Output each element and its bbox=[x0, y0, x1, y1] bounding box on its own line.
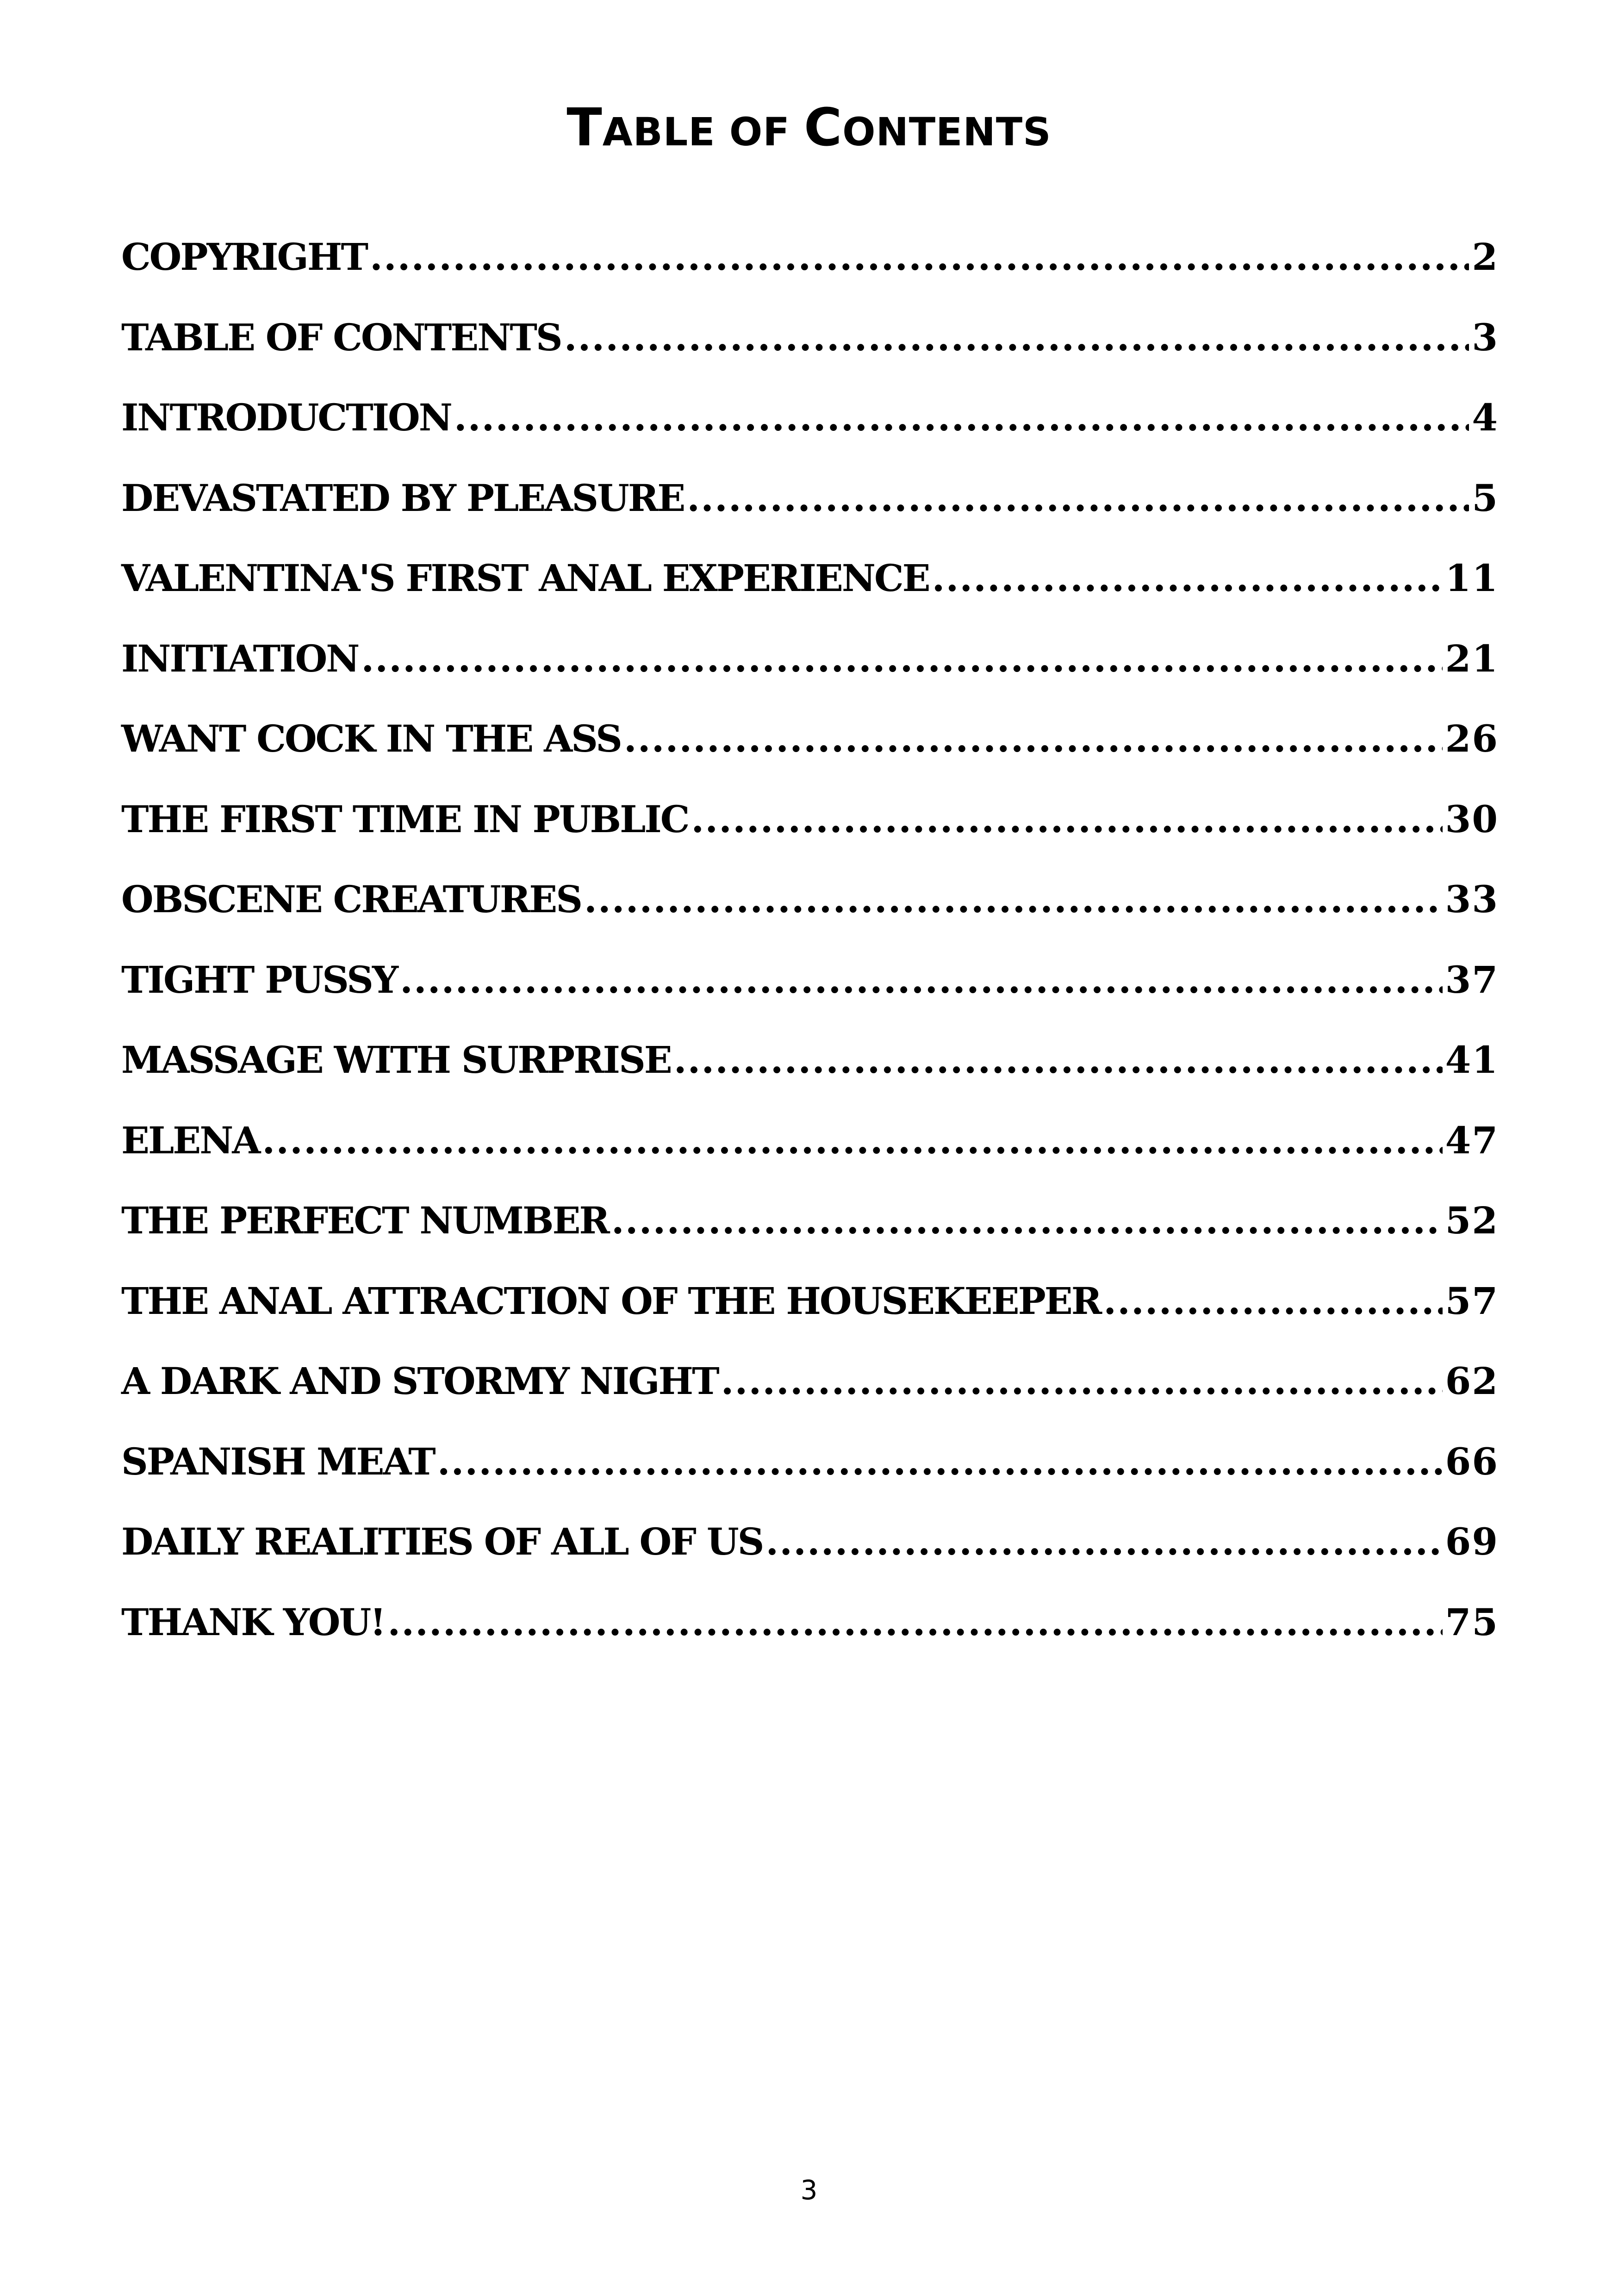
title-initial-c: C bbox=[803, 98, 843, 158]
toc-dot-leader bbox=[387, 1597, 1442, 1648]
toc-dot-leader bbox=[721, 1356, 1443, 1406]
toc-entry-copyright[interactable] bbox=[121, 231, 1499, 312]
toc-entry-page: 33 bbox=[1445, 877, 1499, 921]
toc-entry-devastated-by-pleasure[interactable] bbox=[121, 473, 1499, 553]
toc-entry-label: INTRODUCTION bbox=[121, 396, 451, 439]
toc-entry-the-first-time-in-public[interactable] bbox=[121, 794, 1499, 874]
toc-entry-page: 75 bbox=[1445, 1600, 1499, 1644]
toc-entry-label: TIGHT PUSSY bbox=[121, 958, 398, 1002]
toc-entry-introduction[interactable] bbox=[121, 392, 1499, 473]
toc-dot-leader bbox=[611, 1195, 1443, 1246]
toc-dot-leader bbox=[691, 794, 1442, 845]
toc-entry-obscene-creatures[interactable] bbox=[121, 874, 1499, 954]
title-rest-2: ONTENTS bbox=[842, 109, 1052, 155]
toc-entry-page: 69 bbox=[1445, 1520, 1499, 1563]
toc-dot-leader bbox=[674, 1034, 1443, 1085]
toc-dot-leader bbox=[584, 874, 1443, 925]
toc-entry-label: SPANISH MEAT bbox=[121, 1439, 435, 1483]
page-title bbox=[0, 100, 1618, 160]
toc-entry-label: THE ANAL ATTRACTION OF THE HOUSEKEEPER bbox=[121, 1279, 1101, 1323]
title-initial-t: T bbox=[566, 98, 603, 158]
toc-dot-leader bbox=[1103, 1276, 1442, 1326]
table-of-contents bbox=[121, 231, 1499, 1677]
toc-entry-page: 47 bbox=[1445, 1118, 1499, 1162]
toc-entry-label: THANK YOU! bbox=[121, 1600, 385, 1644]
toc-dot-leader bbox=[687, 473, 1469, 523]
toc-entry-table-of-contents[interactable] bbox=[121, 312, 1499, 392]
toc-entry-spanish-meat[interactable] bbox=[121, 1436, 1499, 1517]
toc-entry-page: 41 bbox=[1445, 1038, 1499, 1082]
title-rest-1: ABLE OF bbox=[602, 109, 804, 155]
toc-entry-label: ELENA bbox=[121, 1118, 260, 1162]
toc-entry-page: 30 bbox=[1445, 797, 1499, 841]
toc-entry-label: THE FIRST TIME IN PUBLIC bbox=[121, 797, 689, 841]
toc-entry-page: 52 bbox=[1445, 1199, 1499, 1242]
toc-dot-leader bbox=[624, 713, 1443, 764]
toc-entry-label: WANT COCK IN THE ASS bbox=[121, 717, 621, 760]
toc-dot-leader bbox=[370, 231, 1469, 282]
toc-entry-page: 62 bbox=[1445, 1359, 1499, 1403]
toc-entry-initiation[interactable] bbox=[121, 633, 1499, 714]
toc-dot-leader bbox=[454, 392, 1469, 443]
toc-entry-page: 2 bbox=[1472, 235, 1499, 279]
toc-dot-leader bbox=[262, 1115, 1442, 1166]
toc-entry-thank-you[interactable] bbox=[121, 1597, 1499, 1677]
toc-entry-label: A DARK AND STORMY NIGHT bbox=[121, 1359, 718, 1403]
toc-entry-tight-pussy[interactable] bbox=[121, 954, 1499, 1035]
toc-dot-leader bbox=[932, 553, 1443, 604]
toc-dot-leader bbox=[437, 1436, 1443, 1487]
toc-entry-page: 3 bbox=[1472, 315, 1499, 359]
toc-entry-page: 66 bbox=[1445, 1439, 1499, 1483]
toc-dot-leader bbox=[564, 312, 1469, 363]
toc-entry-page: 21 bbox=[1445, 636, 1499, 680]
toc-entry-label: DEVASTATED BY PLEASURE bbox=[121, 476, 685, 520]
toc-entry-label: COPYRIGHT bbox=[121, 235, 367, 279]
toc-entry-daily-realities-of-all-of-us[interactable] bbox=[121, 1516, 1499, 1597]
toc-entry-label: VALENTINA'S FIRST ANAL EXPERIENCE bbox=[121, 556, 929, 600]
toc-entry-elena[interactable] bbox=[121, 1115, 1499, 1195]
toc-entry-label: MASSAGE WITH SURPRISE bbox=[121, 1038, 671, 1082]
toc-entry-label: THE PERFECT NUMBER bbox=[121, 1199, 609, 1242]
toc-entry-the-anal-attraction-of-the-housekeeper[interactable] bbox=[121, 1276, 1499, 1356]
toc-dot-leader bbox=[765, 1516, 1442, 1567]
page-number: 3 bbox=[800, 2174, 818, 2206]
toc-entry-a-dark-and-stormy-night[interactable] bbox=[121, 1356, 1499, 1436]
toc-entry-page: 5 bbox=[1472, 476, 1499, 520]
toc-entry-label: INITIATION bbox=[121, 636, 359, 680]
toc-entry-label: OBSCENE CREATURES bbox=[121, 877, 582, 921]
toc-entry-page: 11 bbox=[1445, 556, 1499, 600]
toc-entry-want-cock-in-the-ass[interactable] bbox=[121, 713, 1499, 794]
toc-entry-massage-with-surprise[interactable] bbox=[121, 1034, 1499, 1115]
toc-entry-page: 26 bbox=[1445, 717, 1499, 760]
toc-dot-leader bbox=[400, 954, 1443, 1005]
toc-dot-leader bbox=[361, 633, 1442, 684]
toc-entry-label: DAILY REALITIES OF ALL OF US bbox=[121, 1520, 763, 1563]
toc-entry-page: 37 bbox=[1445, 958, 1499, 1002]
toc-entry-valentinas-first-anal-experience[interactable] bbox=[121, 553, 1499, 633]
toc-entry-page: 4 bbox=[1472, 396, 1499, 439]
toc-entry-page: 57 bbox=[1445, 1279, 1499, 1323]
toc-entry-the-perfect-number[interactable] bbox=[121, 1195, 1499, 1276]
toc-entry-label: TABLE OF CONTENTS bbox=[121, 315, 561, 359]
